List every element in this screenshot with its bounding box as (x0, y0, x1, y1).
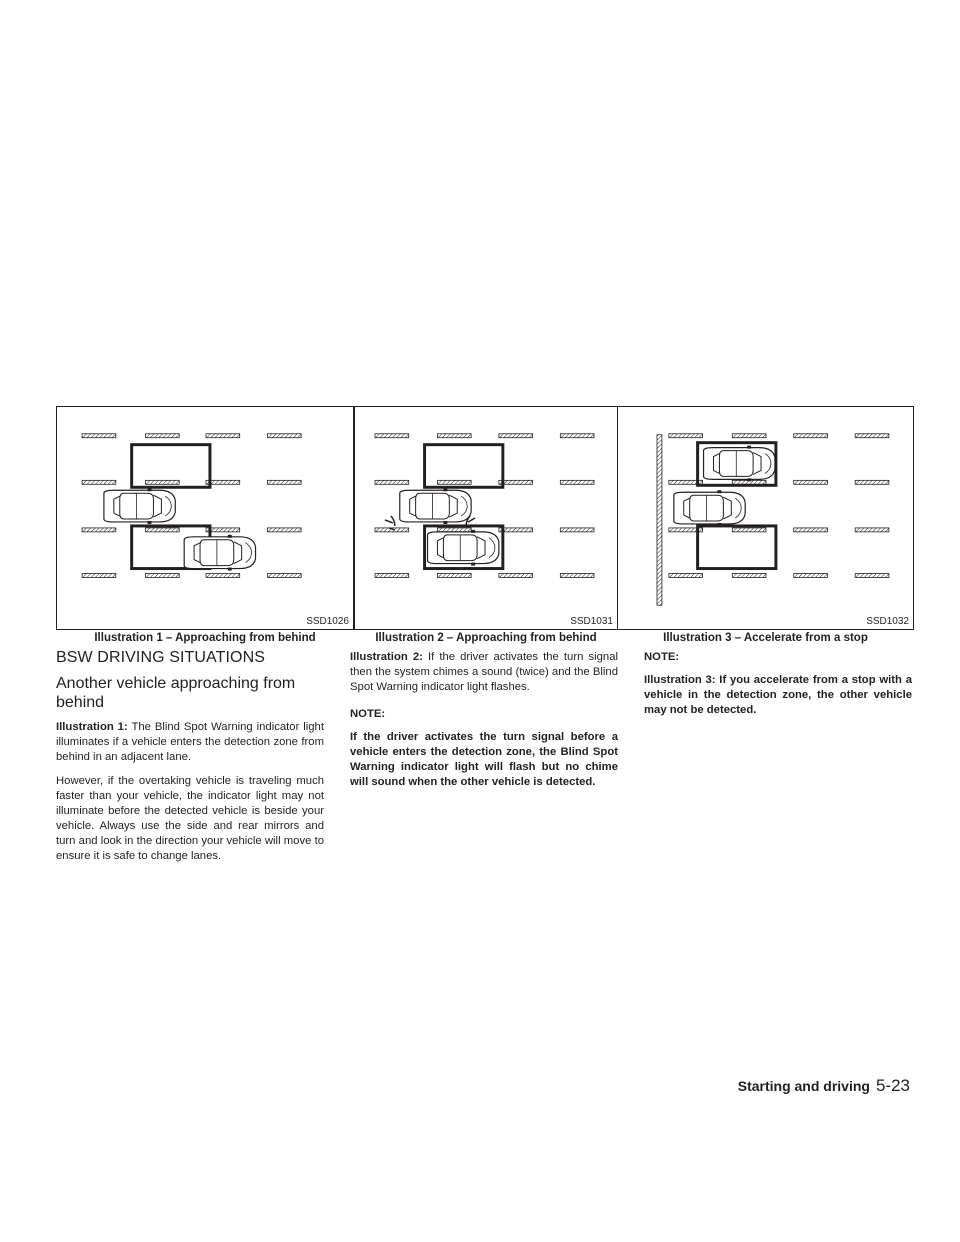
figure-1-diagram (57, 407, 353, 629)
figure-3 (617, 406, 914, 630)
figure-3-diagram (618, 407, 913, 629)
paragraph-overtaking: However, if the overtaking vehicle is traveling much faster than your vehicle, the indicator light may not illuminate before the detected vehicle is beside your vehicle. Always use the side and rear mirrors and turn and look in the direction your vehicle will move to ensure it is safe to change lanes. (56, 775, 324, 862)
own-vehicle (104, 488, 175, 524)
column-3 (644, 650, 912, 718)
approaching-vehicle (428, 530, 499, 566)
figure-3-caption: Illustration 3 – Accelerate from a stop (663, 632, 868, 644)
paragraph-illustration-2 (350, 650, 618, 695)
figure-code: SSD1031 (570, 616, 613, 627)
figure-2 (354, 406, 618, 630)
figure-1-caption: Illustration 1 – Approaching from behind (94, 632, 316, 644)
note-heading: NOTE: (350, 708, 386, 720)
page-footer (738, 1076, 910, 1096)
text-illustration-1: The Blind Spot Warning indicator light illuminates if a vehicle enters the detection zone from behind in an adjacent lane. (56, 721, 324, 763)
subsection-heading: Another vehicle approaching from behind (56, 675, 296, 711)
note-text: If the driver activates the turn signal before a vehicle enters the detection zone, the Blind Spot Warning indicator light will flash but no chime will sound when the other vehicle is detected. (350, 731, 618, 788)
figure-2-caption: Illustration 2 – Approaching from behind (375, 632, 597, 644)
label-illustration-1: Illustration 1: (56, 721, 128, 733)
column-2 (350, 650, 618, 790)
text-illustration-2: If the driver activates the turn signal then the system chimes a sound (twice) and the Blind Spot Warning indicator light flashes. (350, 651, 618, 693)
own-vehicle (674, 490, 745, 526)
note-heading: NOTE: (644, 651, 680, 663)
approaching-vehicle (184, 535, 255, 571)
figure-2-diagram (355, 407, 617, 629)
figure-1 (56, 406, 354, 630)
page-number: 5-23 (875, 1076, 910, 1095)
section-heading: BSW DRIVING SITUATIONS (56, 649, 266, 666)
figure-code: SSD1026 (306, 616, 349, 627)
footer-section: Starting and driving (737, 1078, 870, 1094)
figure-code: SSD1032 (866, 616, 909, 627)
column-1 (56, 650, 324, 873)
paragraph-illustration-1 (56, 720, 324, 765)
note-text: Illustration 3: If you accelerate from a stop with a vehicle in the detection zone, the other vehicle may not be detected. (644, 674, 912, 716)
road-barrier (657, 435, 662, 605)
label-illustration-2: Illustration 2: (350, 651, 423, 663)
vehicle-in-zone (704, 446, 775, 482)
own-vehicle (400, 488, 471, 524)
detection-zone-lower (698, 526, 776, 569)
